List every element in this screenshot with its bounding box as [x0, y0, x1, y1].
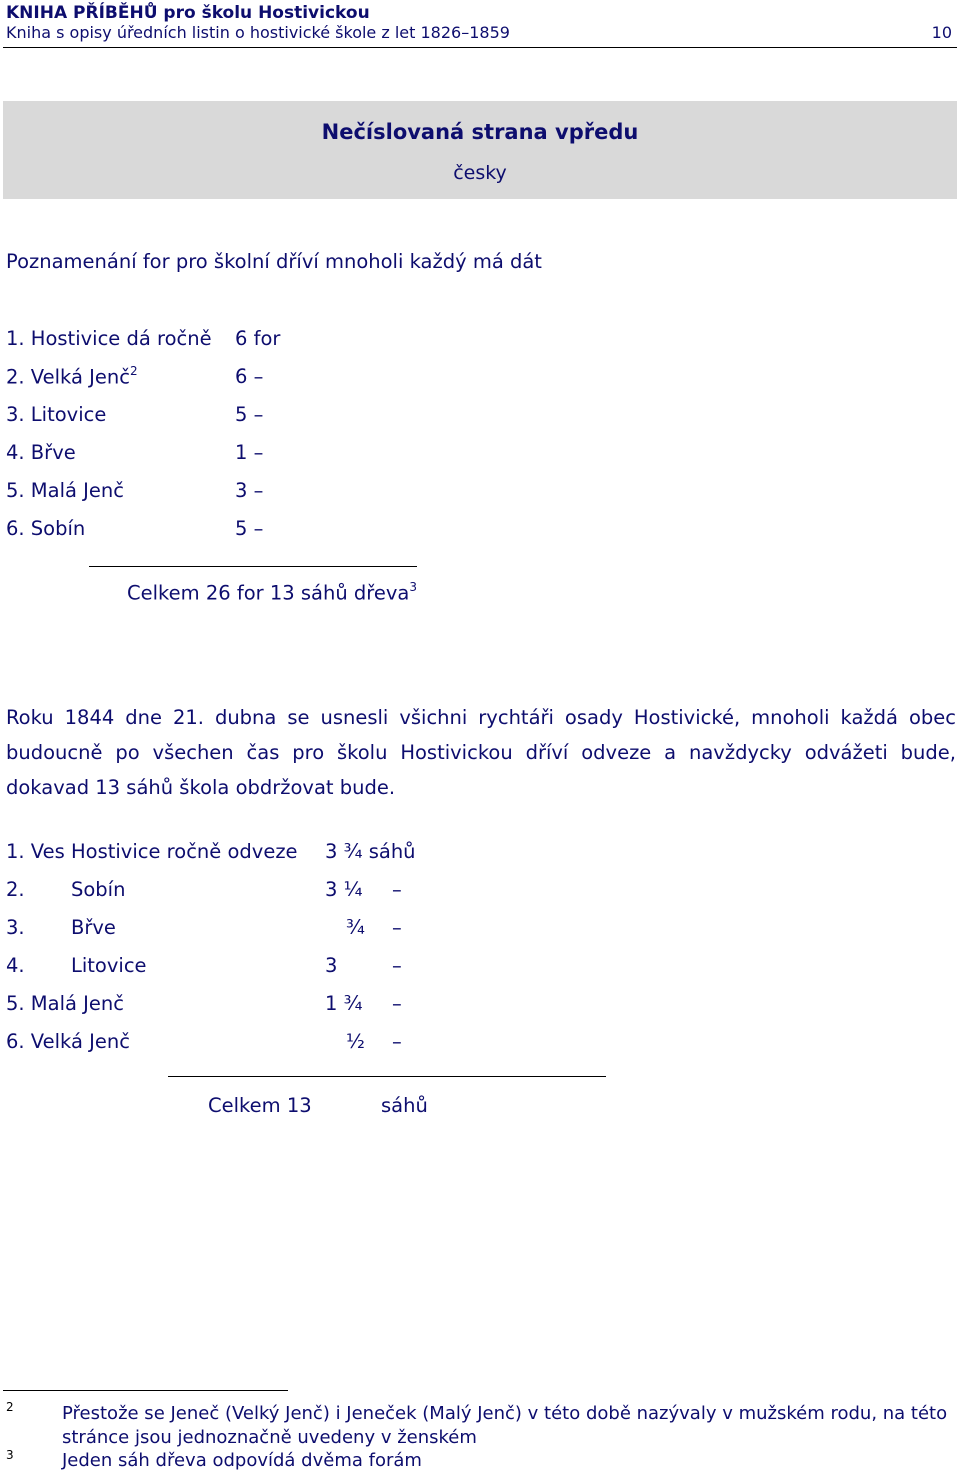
list-item-name: Sobín	[71, 878, 126, 901]
list-item-amount: 3 ¾ sáhů	[325, 840, 416, 863]
footnote-text: stránce jsou jednoznačně uvedeny v ženském	[62, 1427, 477, 1448]
footnote-number: 2	[6, 1400, 14, 1414]
list-item-dash: –	[392, 1030, 402, 1053]
list-item-number: 6. Velká Jenč	[6, 1030, 130, 1053]
list-item-value: 5 –	[235, 403, 264, 426]
second-list-total-unit: sáhů	[381, 1094, 428, 1117]
list-item-value: 3 –	[235, 479, 264, 502]
footnote-number: 3	[6, 1448, 14, 1462]
list-item-amount: ½	[346, 1030, 365, 1053]
list-item-amount: ¾	[346, 916, 365, 939]
footnote-ref: 2	[129, 364, 138, 378]
header-divider	[3, 47, 957, 48]
list-item-name: 3. Litovice	[6, 403, 107, 426]
document-title: KNIHA PŘÍBĚHŮ pro školu Hostivickou	[6, 3, 370, 23]
footnote-text: Jeden sáh dřeva odpovídá dvěma forám	[62, 1450, 422, 1471]
list-item-name: 2. Velká Jenč$^2$	[6, 364, 138, 389]
list-item-amount: 3 ¼	[325, 878, 363, 901]
list-item-value: 1 –	[235, 441, 264, 464]
footnote-divider	[3, 1390, 288, 1391]
list-item-name: Břve	[71, 916, 116, 939]
list-item-number: 5. Malá Jenč	[6, 992, 124, 1015]
list-item-name: 4. Břve	[6, 441, 76, 464]
document-subtitle: Kniha s opisy úředních listin o hostivické škole z let 1826–1859	[6, 23, 510, 42]
list-item-number: 3.	[6, 916, 25, 939]
list-item-name: Litovice	[71, 954, 147, 977]
list-item-dash: –	[392, 878, 402, 901]
list-item-value: 5 –	[235, 517, 264, 540]
second-list-total-label: Celkem 13	[208, 1094, 312, 1117]
list-item-number: 1. Ves Hostivice ročně odveze	[6, 840, 298, 863]
list-item-value: 6 –	[235, 365, 264, 388]
list-item-amount: 3	[325, 954, 338, 977]
section-banner	[3, 101, 957, 199]
list-item-dash: –	[392, 954, 402, 977]
list-item-dash: –	[392, 916, 402, 939]
list-item-value: 6 for	[235, 327, 281, 350]
list-item-name: 5. Malá Jenč	[6, 479, 124, 502]
page-number: 10	[931, 23, 952, 42]
first-list-heading: Poznamenání for pro školní dříví mnoholi každý má dát	[6, 250, 542, 273]
footnote-text: Přestože se Jeneč (Velký Jenč) i Jeneček (Malý Jenč) v této době nazývaly v mužském rodu, na této	[62, 1403, 948, 1424]
list-item-name: 1. Hostivice dá ročně	[6, 327, 212, 350]
list-item-name: 6. Sobín	[6, 517, 86, 540]
list-item-dash: –	[392, 992, 402, 1015]
resolution-paragraph: Roku 1844 dne 21. dubna se usnesli všichni rychtáři osady Hostivické, mnoholi každá obec budoucně po všechen čas pro školu Hostivickou dříví odveze a navždycky odvážeti bude, dokavad 13 sáhů škola obdržovat bude.	[6, 706, 956, 799]
first-list-total: Celkem 26 for 13 sáhů dřeva$^3$	[127, 580, 417, 605]
total-divider	[168, 1076, 606, 1077]
list-item-amount: 1 ¾	[325, 992, 363, 1015]
list-item-number: 2.	[6, 878, 25, 901]
list-item-number: 4.	[6, 954, 25, 977]
total-divider	[89, 566, 417, 567]
section-title: Nečíslovaná strana vpředu	[321, 120, 639, 144]
section-language: česky	[453, 162, 507, 184]
footnote-ref: 3	[409, 580, 417, 594]
